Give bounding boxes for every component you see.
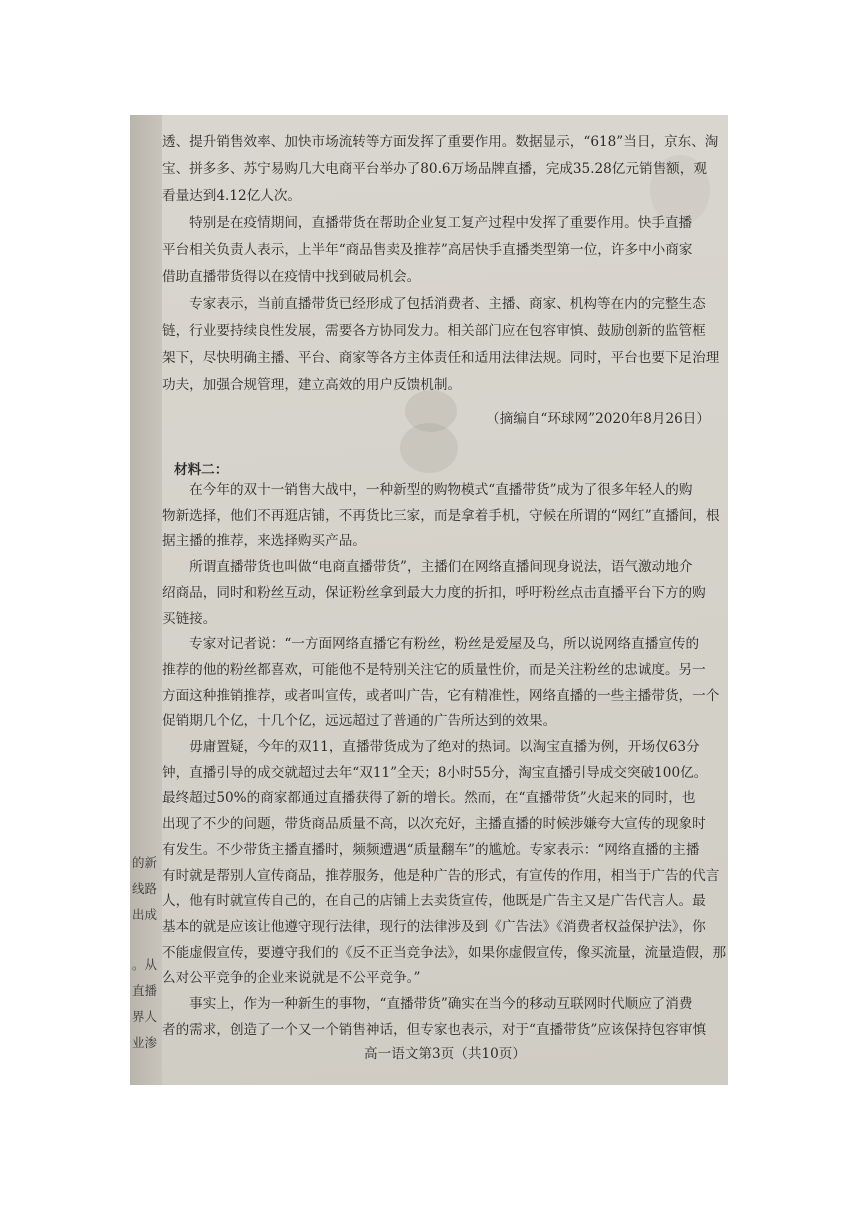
text-line: 有时就是帮别人宣传商品，推荐服务，他是种广告的形式，有宣传的作用，相当于广告的代言 — [162, 867, 720, 884]
text-line: 不能虚假宣传，要遵守我们的《反不正当竞争法》，如果你虚假宣传，像买流量，流量造假，那 — [162, 944, 727, 961]
text-line: 方面这种推销推荐，或者叫宣传，或者叫广告，它有精准性，网络直播的一些主播带货，一个 — [162, 687, 720, 704]
text-line: 人，他有时就宣传自己的，在自己的店铺上去卖货宣传，他既是广告主又是广告代言人。最 — [162, 893, 706, 910]
text-line: 绍商品，同时和粉丝互动，保证粉丝拿到最大力度的折扣，呼吁粉丝点击直播平台下方的购 — [162, 584, 706, 601]
text-line: 买链接。 — [162, 610, 217, 627]
text-line: 所谓直播带货也叫做“电商直播带货”，主播们在网络直播间现身说法，语气激动地介 — [162, 559, 693, 576]
text-line: 功夫，加强合规管理，建立高效的用户反馈机制。 — [162, 377, 462, 393]
photographed-page — [130, 115, 728, 1085]
text-line: 在今年的双十一销售大战中，一种新型的购物模式“直播带货”成为了很多年轻人的购 — [162, 482, 693, 498]
text-line: 借助直播带货得以在疫情中找到破局机会。 — [162, 269, 421, 285]
section-heading: 材料二： — [174, 462, 229, 478]
side-fragment: 出成 — [132, 907, 158, 922]
text-line: 者的需求，创造了一个又一个销售神话，但专家也表示，对于“直播带货”应该保持包容审慎 — [162, 1021, 707, 1038]
text-line: 么对公平竞争的企业来说就是不公平竞争。” — [162, 970, 421, 987]
text-line: 有发生。不少带货主播直播时，频频遭遇“质量翻车”的尴尬。专家表示：“网络直播的主播 — [162, 841, 700, 858]
side-fragment: 的新 — [132, 855, 158, 870]
text-line: 专家表示，当前直播带货已经形成了包括消费者、主播、商家、机构等在内的完整生态 — [162, 296, 706, 312]
adjacent-page-edge — [130, 115, 162, 1085]
text-line: 宝、拼多多、苏宁易购几大电商平台举办了80.6万场品牌直播，完成35.28亿元销售额，观 — [162, 161, 707, 177]
document-page — [162, 115, 728, 1085]
text-line: 看量达到4.12亿人次。 — [162, 188, 302, 204]
text-line: 链，行业要持续良性发展，需要各方协同发力。相关部门应在包容审慎、鼓励创新的监管框 — [162, 323, 706, 339]
text-line: 据主播的推荐，来选择购买产品。 — [162, 533, 366, 550]
side-fragment: 线路 — [132, 881, 158, 896]
text-line: 透、提升销售效率、加快市场流转等方面发挥了重要作用。数据显示，“618”当日，京东、淘 — [162, 134, 719, 150]
text-line: 特别是在疫情期间，直播带货在帮助企业复工复产过程中发挥了重要作用。快手直播 — [162, 215, 693, 231]
page-footer: 高一语文第3页（共10页） — [364, 1046, 526, 1062]
side-fragment: 业渗 — [132, 1035, 158, 1050]
text-line: 最终超过50%的商家都通过直播获得了新的增长。然而，在“直播带货”火起来的同时，也 — [162, 790, 696, 807]
text-line: 架下，尽快明确主播、平台、商家等各方主体责任和适用法律法规。同时，平台也要下足治理 — [162, 350, 720, 366]
text-line: 出现了不少的问题，带货商品质量不高，以次充好，主播直播的时候涉嫌夸大宣传的现象时 — [162, 816, 706, 833]
text-line: 专家对记者说：“一方面网络直播它有粉丝，粉丝是爱屋及乌，所以说网络直播宣传的 — [162, 636, 700, 653]
side-fragment: 界人 — [132, 1009, 158, 1024]
side-fragment: 直播 — [132, 983, 158, 998]
text-line: 基本的就是应该让他遵守现行法律，现行的法律涉及到《广告法》《消费者权益保护法》，你 — [162, 918, 706, 935]
text-line: 物新选择，他们不再逛店铺，不再货比三家，而是拿着手机，守候在所谓的“网红”直播间，根 — [162, 507, 720, 524]
text-line: 平台相关负责人表示，上半年“商品售卖及推荐”高居快手直播类型第一位，许多中小商家 — [162, 242, 693, 258]
text-line: 推荐的他的粉丝都喜欢，可能他不是特别关注它的质量性价，而是关注粉丝的忠诚度。另一 — [162, 661, 706, 678]
side-fragment: 。从 — [132, 957, 158, 972]
text-line: 钟，直播引导的成交就超过去年“双11”全天；8小时55分，淘宝直播引导成交突破100亿。 — [162, 764, 708, 781]
text-line: 促销期几个亿，十几个亿，远远超过了普通的广告所达到的效果。 — [162, 713, 557, 730]
text-line: 事实上，作为一种新生的事物，“直播带货”确实在当今的移动互联网时代顺应了消费 — [162, 996, 693, 1012]
source-citation: （摘编自“环球网”2020年8月26日） — [486, 411, 710, 427]
text-line: 毋庸置疑，今年的双11，直播带货成为了绝对的热词。以淘宝直播为例，开场仅63分 — [162, 739, 700, 755]
